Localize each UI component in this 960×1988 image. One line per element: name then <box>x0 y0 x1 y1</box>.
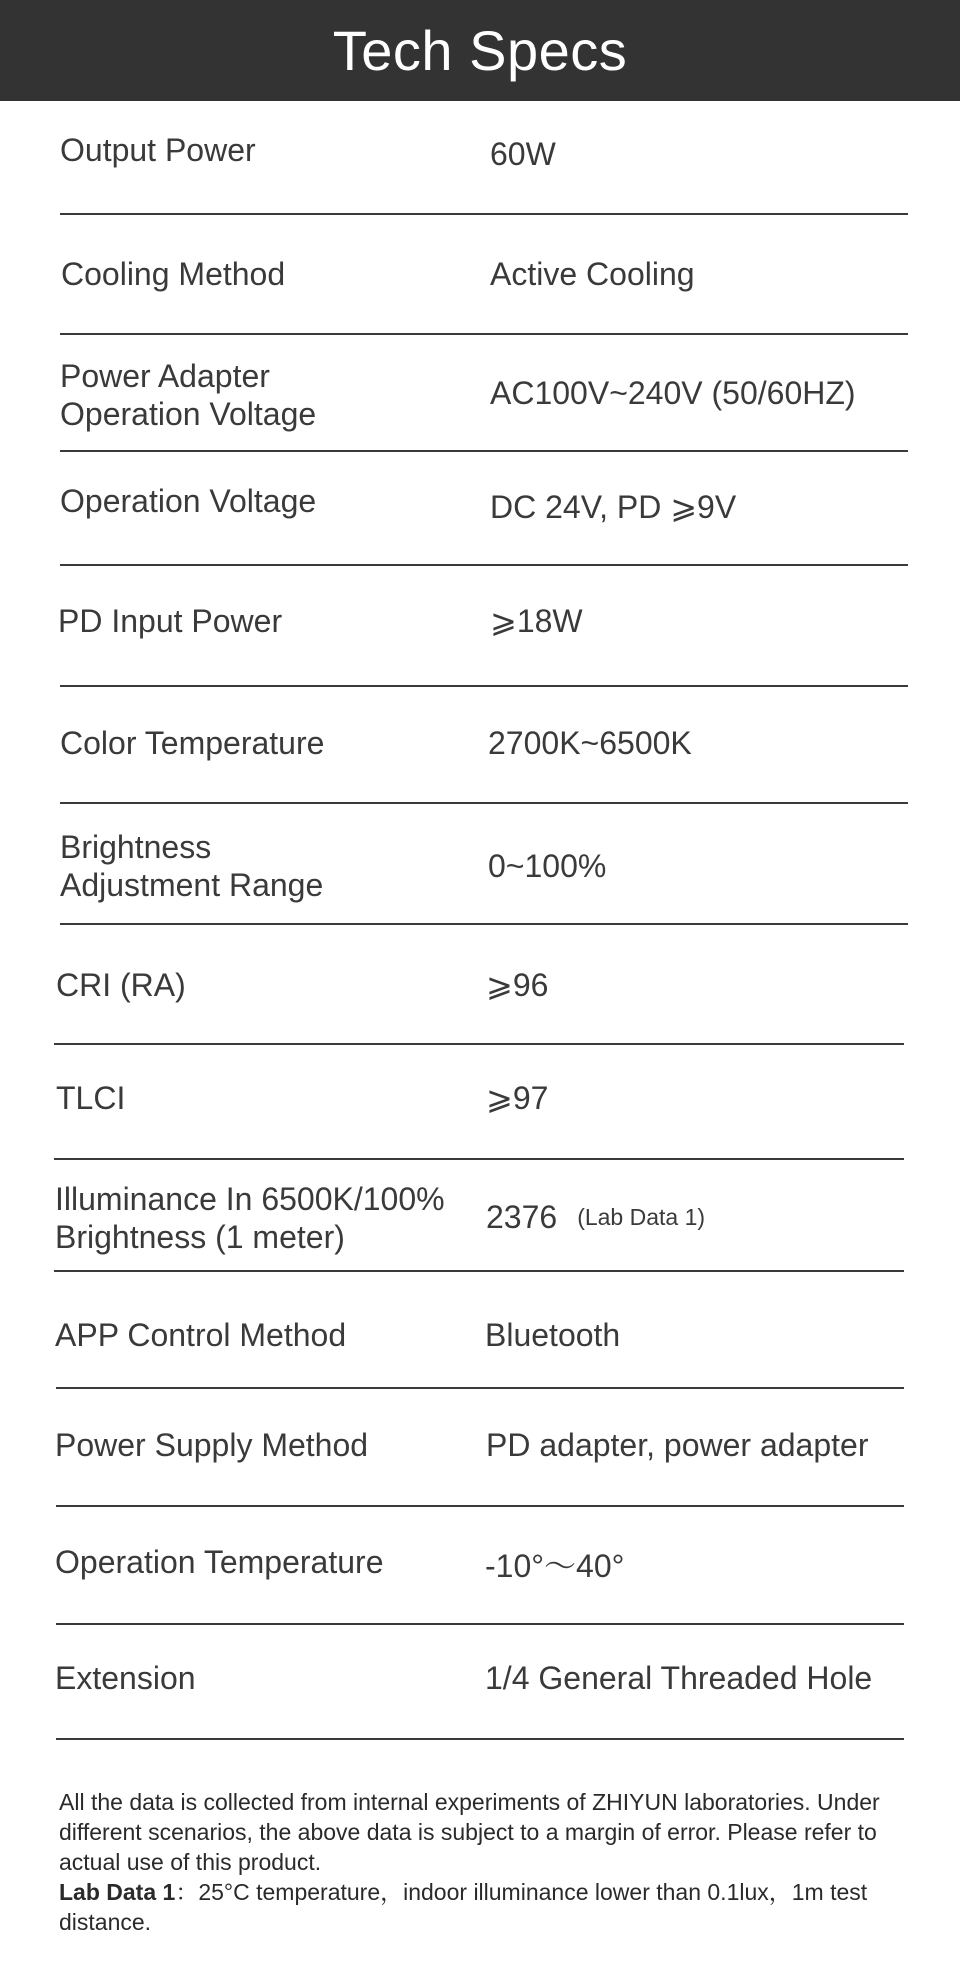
spec-row-cooling-method <box>60 215 908 335</box>
lab-data-note-text <box>59 1877 919 1937</box>
spec-row-extension <box>56 1625 904 1740</box>
lab-data-detail: 25°C temperature，indoor illuminance lower than 0.1lux，1m test distance. <box>59 1879 868 1935</box>
lab-data-separator: ： <box>175 1879 199 1905</box>
spec-label: Operation Voltage <box>60 483 317 519</box>
spec-label: Power Supply Method <box>55 1427 369 1463</box>
spec-label: Operation Temperature <box>55 1544 384 1580</box>
spec-label: Cooling Method <box>61 256 286 292</box>
spec-row-color-temperature <box>60 687 908 804</box>
spec-row-operation-voltage <box>60 452 908 566</box>
spec-label: TLCI <box>56 1080 126 1116</box>
spec-row-power-adapter-voltage <box>60 335 908 452</box>
spec-row-cri <box>54 925 904 1045</box>
spec-value: -10°～40° <box>485 1548 625 1584</box>
spec-value: 0~100% <box>488 848 607 884</box>
spec-label: Power Adapter Operation Voltage <box>60 358 317 432</box>
spec-value <box>486 1198 705 1236</box>
spec-value: 60W <box>490 136 556 172</box>
page-title: Tech Specs <box>332 19 628 82</box>
spec-label: Brightness Adjustment Range <box>60 829 324 903</box>
spec-table <box>0 101 960 1740</box>
spec-row-power-supply <box>56 1389 904 1507</box>
spec-row-pd-input-power <box>60 566 908 687</box>
spec-value: ⩾96 <box>486 967 549 1003</box>
spec-label: PD Input Power <box>58 603 283 639</box>
lab-data-note: (Lab Data 1) <box>577 1204 706 1230</box>
spec-value: 1/4 General Threaded Hole <box>485 1660 873 1696</box>
spec-row-operation-temperature <box>56 1507 904 1625</box>
spec-value: ⩾18W <box>490 603 583 639</box>
spec-value: DC 24V, PD ⩾9V <box>490 489 737 525</box>
lab-data-label: Lab Data 1 <box>59 1879 176 1905</box>
illuminance-value: 2376 <box>486 1199 558 1235</box>
spec-row-brightness-range <box>60 804 908 925</box>
spec-value: Active Cooling <box>490 256 695 292</box>
spec-value: PD adapter, power adapter <box>486 1427 869 1463</box>
spec-label: APP Control Method <box>55 1317 347 1353</box>
spec-value: AC100V~240V (50/60HZ) <box>490 375 856 411</box>
spec-label: Color Temperature <box>60 725 325 761</box>
spec-row-app-control <box>56 1272 904 1389</box>
disclaimer-text: All the data is collected from internal experiments of ZHIYUN laboratories. Under different scenarios, the above data is subject to a margin of error. Please refer to actual use of this product. <box>59 1789 880 1875</box>
spec-label: Illuminance In 6500K/100% Brightness (1 meter) <box>55 1181 445 1255</box>
spec-row-output-power <box>60 101 908 215</box>
disclaimer-footnote <box>59 1787 919 1937</box>
spec-row-illuminance <box>54 1160 904 1272</box>
spec-value: 2700K~6500K <box>488 725 692 761</box>
spec-label: Extension <box>55 1660 196 1696</box>
spec-value: Bluetooth <box>485 1317 621 1353</box>
spec-label: Output Power <box>60 132 256 168</box>
page-header <box>0 0 960 101</box>
spec-label: CRI (RA) <box>56 967 186 1003</box>
spec-row-tlci <box>54 1045 904 1160</box>
spec-value: ⩾97 <box>486 1080 549 1116</box>
